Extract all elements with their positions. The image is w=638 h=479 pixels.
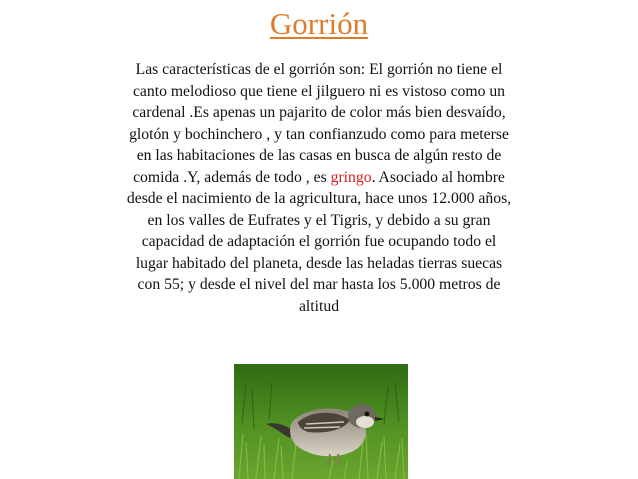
- line-text-before: comida .Y, además de todo , es: [133, 168, 331, 186]
- paragraph-line: altitud: [298, 297, 340, 315]
- sparrow-photo: [234, 364, 408, 479]
- paragraph-line: lugar habitado del planeta, desde las heladas tierras suecas: [135, 254, 503, 272]
- paragraph-line: con 55; y desde el nivel del mar hasta los 5.000 metros de: [137, 276, 501, 293]
- paragraph-line: Las características de el gorrión son: El gorrión no tiene el: [135, 61, 503, 78]
- paragraph-line: cardenal .Es apenas un pajarito de color más bien desvaído,: [132, 104, 506, 121]
- page-title: Gorrión: [269, 6, 369, 41]
- highlighted-word: gringo: [330, 168, 372, 186]
- paragraph-line: canto melodioso que tiene el jilguero ni es vistoso como un: [132, 82, 506, 100]
- paragraph-line-highlight: [22, 167, 616, 189]
- paragraph-line: glotón y bochinchero , y tan confianzudo como para meterse: [129, 125, 509, 143]
- paragraph-line: desde el nacimiento de la agricultura, hace unos 12.000 años,: [126, 190, 512, 207]
- body-paragraph: [22, 59, 616, 317]
- line-text-after: . Asociado al hombre: [371, 168, 505, 186]
- paragraph-line: en los valles de Eufrates y el Tigris, y debido a su gran: [147, 211, 491, 229]
- paragraph-line: capacidad de adaptación el gorrión fue ocupando todo el: [141, 233, 497, 250]
- paragraph-line: en las habitaciones de las casas en busca de algún resto de: [136, 147, 502, 164]
